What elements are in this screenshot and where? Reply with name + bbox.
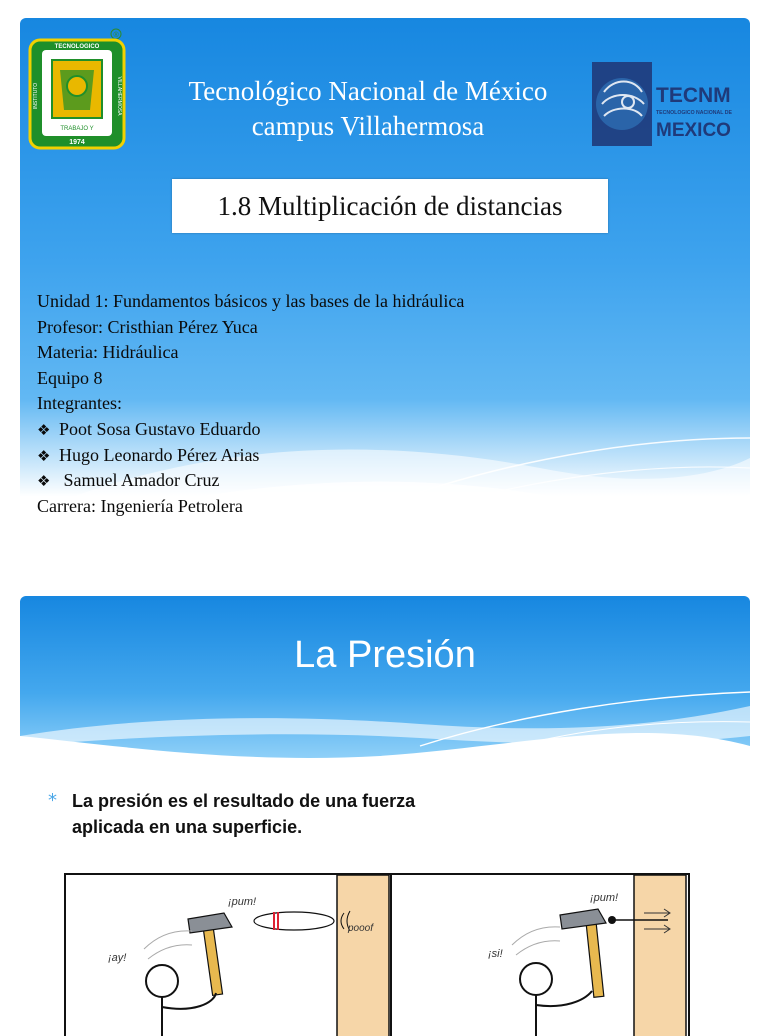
right-si-label: ¡si! (488, 948, 503, 960)
info-career: Carrera: Ingeniería Petrolera (37, 495, 243, 516)
member-name: Hugo Leonardo Pérez Arias (59, 444, 260, 465)
point-line-1: La presión es el resultado de una fuerza (72, 791, 416, 811)
bullet-point (48, 788, 548, 840)
svg-text:®: ® (113, 32, 119, 39)
svg-text:TRABAJO Y: TRABAJO Y (60, 126, 94, 132)
wall-left (337, 875, 389, 1036)
member-item (37, 417, 677, 443)
institution-title (138, 74, 598, 144)
subtitle-box (172, 179, 608, 233)
member-name: Samuel Amador Cruz (59, 470, 220, 491)
wall-right (634, 875, 686, 1036)
subtitle: 1.8 Multiplicación de distancias (217, 191, 563, 221)
left-pooof-label: pooof (348, 923, 374, 934)
right-pum-label: ¡pum! (590, 892, 619, 904)
diamond-bullet-icon: ❖ (37, 472, 51, 491)
asterisk-bullet-icon: * (48, 790, 57, 811)
left-ay-label: ¡ay! (108, 952, 127, 964)
svg-text:MEXICO: MEXICO (656, 120, 731, 141)
tecnm-logo (590, 58, 750, 150)
info-block (37, 289, 677, 519)
slide-title: La Presión (294, 634, 476, 676)
svg-text:TECNOLOGICO: TECNOLOGICO (54, 44, 100, 50)
info-subject: Materia: Hidráulica (37, 342, 179, 363)
left-pum-label: ¡pum! (228, 896, 257, 908)
bowling-pin-icon (254, 912, 334, 930)
diamond-bullet-icon: ❖ (37, 446, 51, 465)
institution-line-2: campus Villahermosa (251, 111, 485, 141)
svg-text:TECNOLOGICO NACIONAL DE: TECNOLOGICO NACIONAL DE (656, 110, 732, 116)
pressure-comic (64, 873, 690, 1036)
pressure-slide (20, 596, 750, 1036)
member-item (37, 468, 677, 494)
diamond-bullet-icon: ❖ (37, 420, 51, 439)
svg-text:VILLAHERMOSA: VILLAHERMOSA (116, 76, 122, 116)
svg-text:TECNM: TECNM (656, 84, 731, 107)
svg-text:1974: 1974 (69, 139, 85, 146)
institution-line-1: Tecnológico Nacional de México (188, 76, 548, 106)
info-unit: Unidad 1: Fundamentos básicos y las bases de la hidráulica (37, 291, 465, 311)
member-name: Poot Sosa Gustavo Eduardo (59, 418, 261, 439)
itvh-logo (28, 26, 128, 150)
info-professor: Profesor: Cristhian Pérez Yuca (37, 316, 258, 337)
info-team: Equipo 8 (37, 367, 103, 388)
member-item (37, 443, 677, 469)
point-line-2: aplicada en una superficie. (72, 817, 303, 837)
slide-header (20, 596, 750, 766)
info-members-heading: Integrantes: (37, 393, 122, 414)
title-slide (20, 18, 750, 562)
svg-text:INSTITUTO: INSTITUTO (33, 82, 39, 110)
